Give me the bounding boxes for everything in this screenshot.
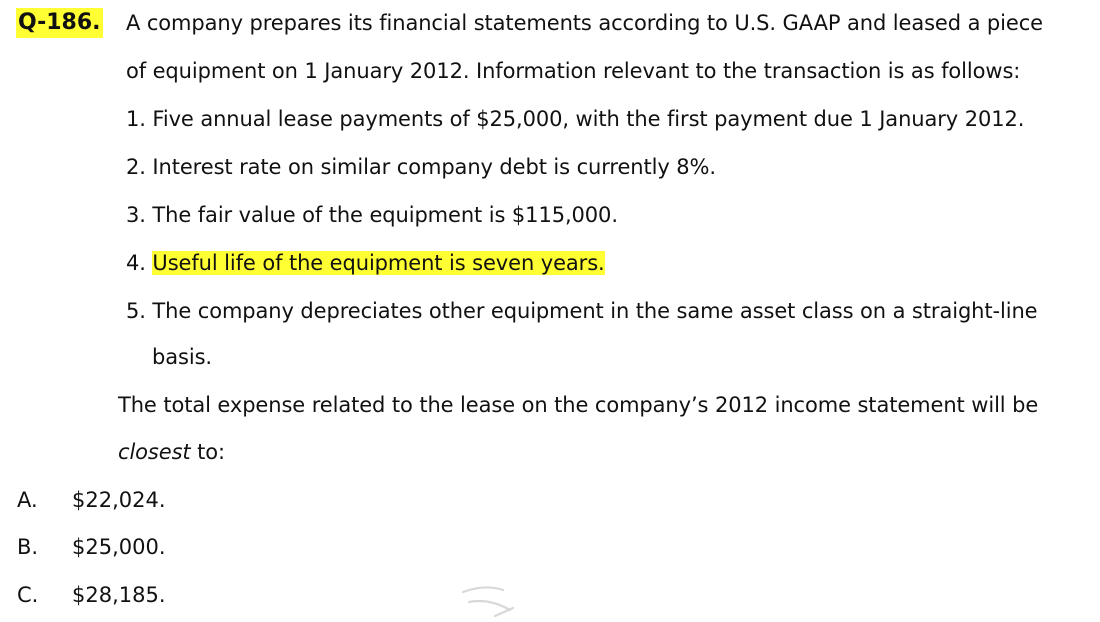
list-item-number: 5. (126, 299, 146, 323)
question-number: Q-186. (16, 8, 103, 38)
emphasis-text: closest (118, 440, 191, 464)
list-item-3 (126, 200, 1076, 230)
list-item-5 (126, 296, 1076, 326)
list-item-number: 2. (126, 155, 146, 179)
choice-letter: B. (17, 535, 39, 559)
list-item-text: The fair value of the equipment is $115,000. (152, 203, 618, 227)
list-item-2 (126, 152, 1076, 182)
question-stem-line-2: of equipment on 1 January 2012. Information relevant to the transaction is as follows: (126, 59, 1021, 83)
list-item-text: Five annual lease payments of $25,000, with the first payment due 1 January 2012. (152, 107, 1025, 131)
choice-text: $22,024. (72, 488, 166, 512)
prompt-tail: to: (190, 440, 226, 464)
list-item-4 (126, 248, 1076, 278)
question-stem-line-1: A company prepares its financial statements according to U.S. GAAP and leased a piece (126, 11, 1043, 35)
list-item-number: 4. (126, 251, 146, 275)
choice-text: $25,000. (72, 535, 166, 559)
list-item-5-continuation: basis. (152, 345, 212, 369)
list-item-number: 1. (126, 107, 146, 131)
list-item-text: Interest rate on similar company debt is currently 8%. (152, 155, 716, 179)
list-item-text: The company depreciates other equipment in the same asset class on a straight-line (152, 299, 1038, 323)
question-prompt-line-2 (118, 437, 1068, 467)
choice-text: $28,185. (72, 583, 166, 607)
list-item-1 (126, 104, 1076, 134)
choice-letter: C. (17, 583, 39, 607)
question-prompt-line-1: The total expense related to the lease on the company’s 2012 income statement will be (118, 393, 1039, 417)
list-item-number: 3. (126, 203, 146, 227)
choice-letter: A. (17, 488, 38, 512)
highlighted-text: Useful life of the equipment is seven years. (152, 251, 605, 275)
watermark-icon (455, 580, 525, 620)
